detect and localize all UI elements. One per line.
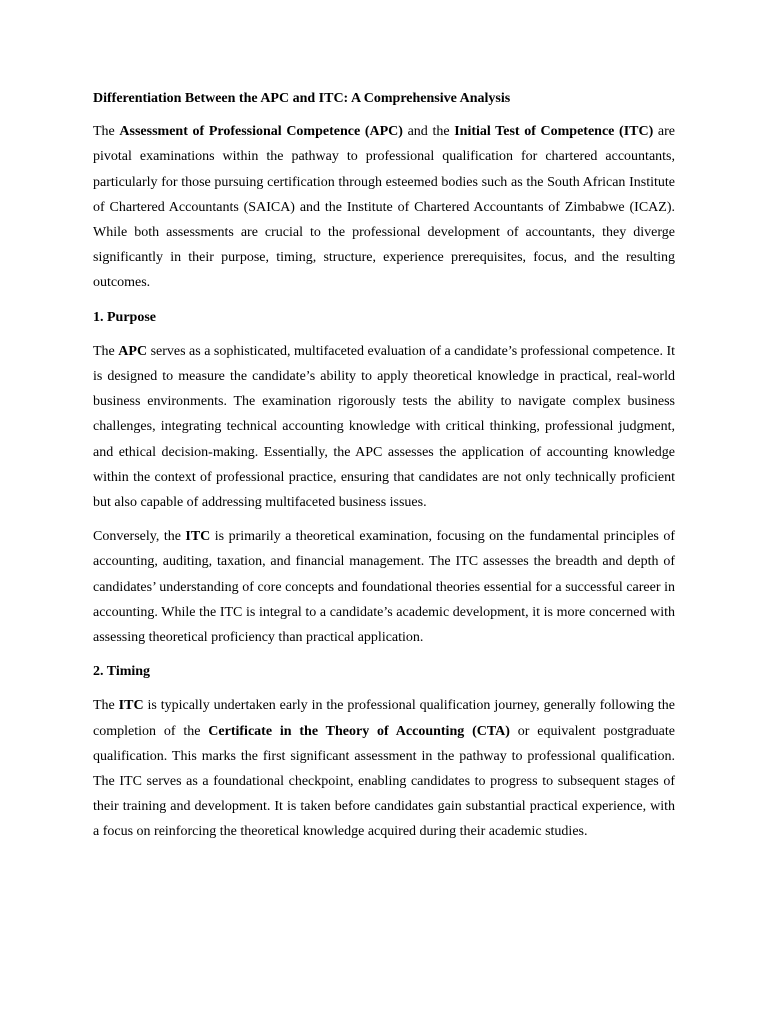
intro-text-1: The [93,124,120,140]
document-page [93,86,675,854]
intro-text-2: and the [402,124,455,140]
intro-paragraph [93,119,675,295]
timing-itc-term: ITC [118,698,144,714]
cta-term: Certificate in the Theory of Accounting (CTA) [208,723,510,739]
section-heading-timing: 2. Timing [93,664,151,680]
timing-text-2: is typically undertaken early in the professional qualification journey, generally following the completion of the [93,698,676,739]
timing-text-1: The [93,698,119,714]
purpose-paragraph-itc [93,524,675,650]
apc-term: Assessment of Professional Competence (APC) [119,124,403,140]
purpose-paragraph-apc [93,339,675,515]
purpose-apc-text-2: serves as a sophisticated, multifaceted evaluation of a candidate’s professional competence. It is designed to measure the candidate’s ability to apply theoretical knowledge in practical, real-world business environments. The examination rigorously tests the ability to navigate complex business challenges, integrating technical accounting knowledge with critical thinking, professional judgment, and ethical decision-making. Essentially, the APC assesses the application of accounting knowledge within the context of professional practice, ensuring that candidates are not only technically proficient but also capable of addressing multifaceted business issues. [93,343,676,511]
section-heading-purpose: 1. Purpose [93,309,156,325]
timing-paragraph-itc [93,693,675,844]
purpose-itc-text-1: Conversely, the [93,529,186,545]
timing-text-3: or equivalent postgraduate qualification. This marks the first significant assessment in the pathway to professional qualification. The ITC serves as a foundational checkpoint, enabling candidates to progress to subsequent stages of their training and development. It is taken before candidates gain substantial practical experience, with a focus on reinforcing the theoretical knowledge acquired during their academic studies. [93,723,675,840]
intro-text-3: are pivotal examinations within the pathway to professional qualification for chartered accountants, particularly for those pursuing certification through esteemed bodies such as the South African Institute of Chartered Accountants (SAICA) and the Institute of Chartered Accountants of Zimbabwe (ICAZ). While both assessments are crucial to the professional development of accountants, they diverge significantly in their purpose, timing, structure, experience prerequisites, focus, and the resulting outcomes. [93,124,676,291]
purpose-itc-text-2: is primarily a theoretical examination, focusing on the fundamental principles of accounting, auditing, taxation, and financial management. The ITC assesses the breadth and depth of candidates’ understanding of core concepts and foundational theories essential for a successful career in accounting. While the ITC is integral to a candidate’s academic development, it is more concerned with assessing theoretical proficiency than practical application. [93,529,675,646]
itc-term: Initial Test of Competence (ITC) [454,124,654,140]
purpose-apc-text-1: The [93,343,119,359]
document-title: Differentiation Between the APC and ITC: A Comprehensive Analysis [93,91,511,106]
purpose-apc-term: APC [118,343,148,359]
purpose-itc-term: ITC [185,529,211,545]
